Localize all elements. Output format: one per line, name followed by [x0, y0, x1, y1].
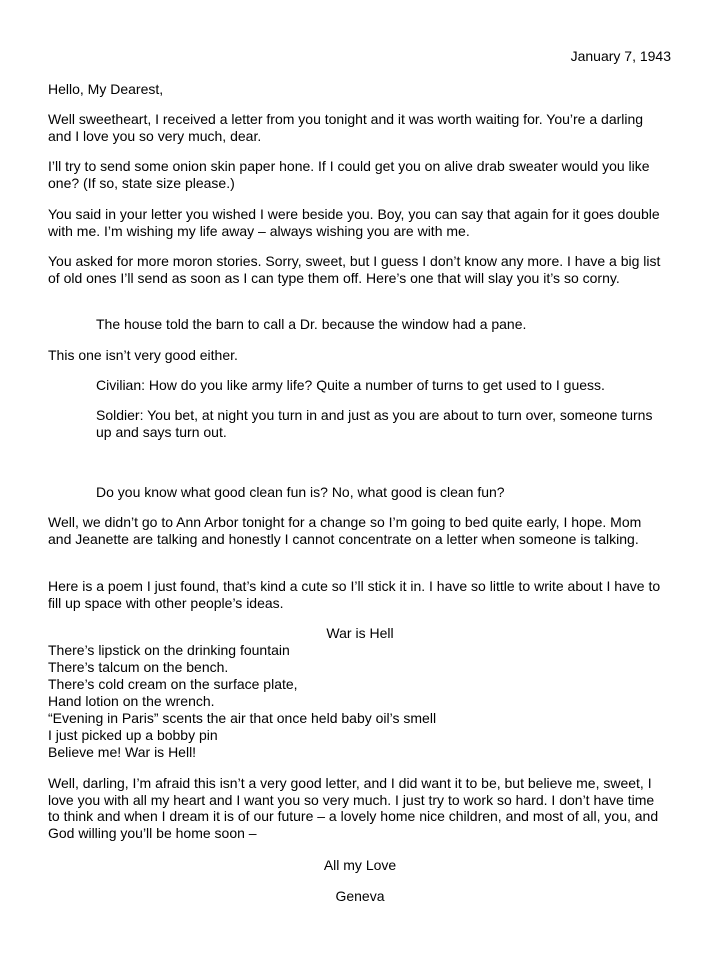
- joke-3: Do you know what good clean fun is? No, what good is clean fun?: [96, 484, 505, 500]
- poem-line: I just picked up a bobby pin: [48, 727, 218, 743]
- closing: All my Love: [323, 857, 397, 873]
- paragraph-2: I’ll try to send some onion skin paper hone. If I could get you on alive drab sweater would you like one? (If so, state size please.): [48, 158, 650, 191]
- paragraph-5: This one isn’t very good either.: [48, 347, 238, 363]
- poem-line: Hand lotion on the wrench.: [48, 693, 215, 709]
- paragraph-7: Here is a poem I just found, that’s kind a cute so I’ll stick it in. I have so little to write about I have to fill up space with other people’s ideas.: [48, 578, 661, 611]
- poem-line: Believe me! War is Hell!: [48, 744, 197, 760]
- paragraph-6: Well, we didn’t go to Ann Arbor tonight for a change so I’m going to bed quite early, I hope. Mom and Jeanette are talking and honestly I cannot concentrate on a letter when someone is talking.: [48, 514, 642, 547]
- poem-line: “Evening in Paris” scents the air that once held baby oil’s smell: [48, 710, 437, 726]
- poem: [48, 642, 648, 761]
- poem-title: War is Hell: [326, 625, 394, 641]
- poem-line: There’s cold cream on the surface plate,: [48, 676, 298, 692]
- paragraph-3: You said in your letter you wished I were beside you. Boy, you can say that again for it goes double with me. I’m wishing my life away – always wishing you are with me.: [48, 206, 660, 239]
- greeting: Hello, My Dearest,: [48, 81, 164, 97]
- signature: Geneva: [335, 888, 385, 904]
- joke-1: The house told the barn to call a Dr. because the window had a pane.: [96, 316, 527, 332]
- poem-line: There’s talcum on the bench.: [48, 659, 229, 675]
- poem-line: There’s lipstick on the drinking fountain: [48, 642, 290, 658]
- letter-date: January 7, 1943: [570, 48, 671, 64]
- paragraph-8: Well, darling, I’m afraid this isn’t a very good letter, and I did want it to be, but believe me, sweet, I love you with all my heart and I want you so very much. I just try to work so hard. I don’t have time to think and when I dream it is of our future – a lovely home nice children, and most of all, you, and God willing you’ll be home soon –: [48, 775, 659, 841]
- joke-2-civilian: Civilian: How do you like army life? Quite a number of turns to get used to I guess.: [96, 377, 605, 393]
- paragraph-4: You asked for more moron stories. Sorry, sweet, but I guess I don’t know any more. I have a big list of old ones I’ll send as soon as I can type them off. Here’s one that will slay you it’s so corny.: [48, 253, 661, 286]
- joke-2-soldier: Soldier: You bet, at night you turn in and just as you are about to turn over, someone turns up and says turn out.: [96, 407, 653, 440]
- paragraph-1: Well sweetheart, I received a letter from you tonight and it was worth waiting for. You’re a darling and I love you so very much, dear.: [48, 111, 644, 144]
